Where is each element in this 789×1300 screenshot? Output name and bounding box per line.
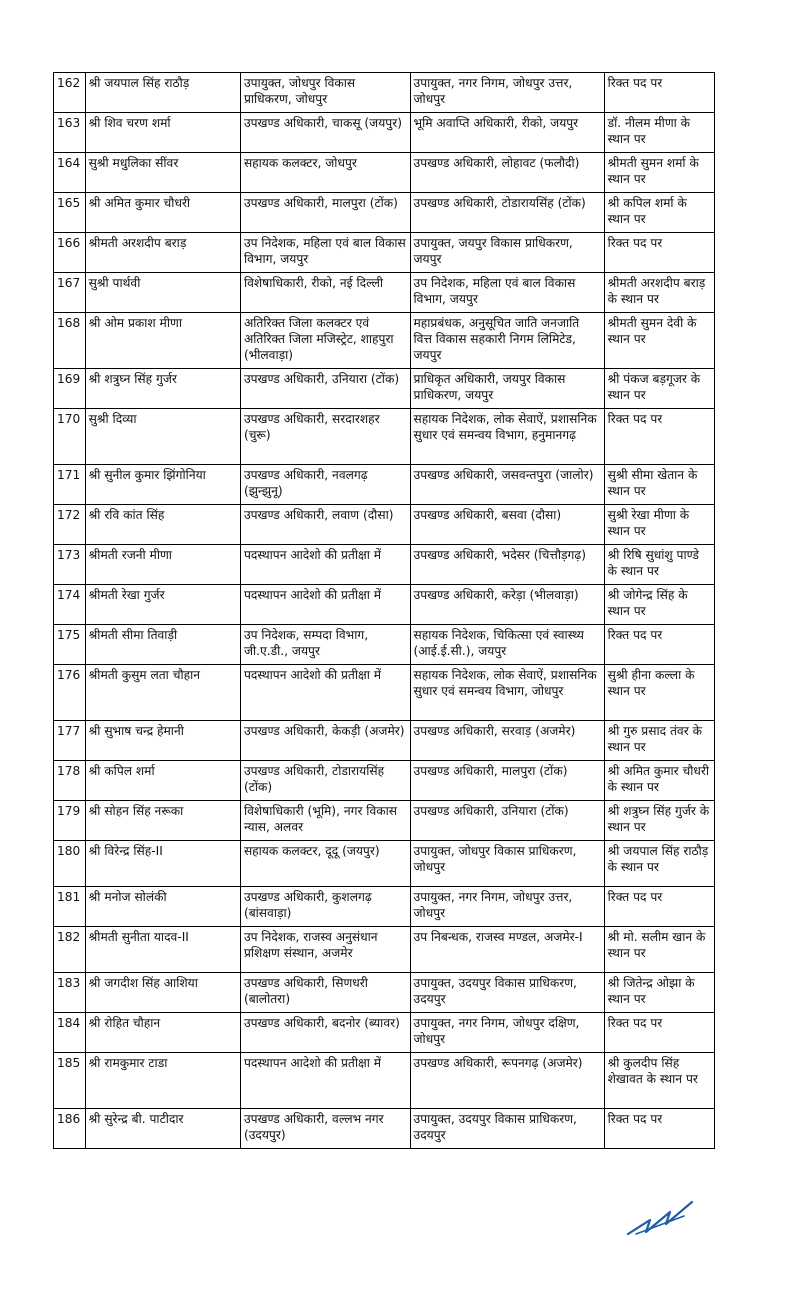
serial-number-cell: 163 bbox=[54, 113, 86, 153]
serial-number-cell: 176 bbox=[54, 665, 86, 721]
table-row bbox=[54, 313, 715, 369]
officer-name-cell: श्रीमती सुनीता यादव-II bbox=[85, 927, 240, 973]
table-row bbox=[54, 927, 715, 973]
officer-name-cell: श्री शिव चरण शर्मा bbox=[85, 113, 240, 153]
current-posting-cell: सहायक कलक्टर, दूदू (जयपुर) bbox=[240, 841, 410, 887]
signature-stroke-main bbox=[628, 1202, 692, 1234]
officer-name-cell: श्रीमती सीमा तिवाड़ी bbox=[85, 625, 240, 665]
remark-cell: श्रीमती सुमन शर्मा के स्थान पर bbox=[604, 153, 714, 193]
serial-number-cell: 170 bbox=[54, 409, 86, 465]
current-posting-cell: अतिरिक्त जिला कलक्टर एवं अतिरिक्त जिला मजिस्ट्रेट, शाहपुरा (भीलवाड़ा) bbox=[240, 313, 410, 369]
remark-cell: श्री जितेन्द्र ओझा के स्थान पर bbox=[604, 973, 714, 1013]
new-posting-cell: उपखण्ड अधिकारी, लोहावट (फलौदी) bbox=[410, 153, 604, 193]
current-posting-cell: उपखण्ड अधिकारी, टोडारायसिंह (टोंक) bbox=[240, 761, 410, 801]
current-posting-cell: उपखण्ड अधिकारी, मालपुरा (टोंक) bbox=[240, 193, 410, 233]
table-row bbox=[54, 113, 715, 153]
remark-cell: रिक्त पद पर bbox=[604, 409, 714, 465]
remark-cell: डॉ. नीलम मीणा के स्थान पर bbox=[604, 113, 714, 153]
officer-name-cell: श्री मनोज सोलंकी bbox=[85, 887, 240, 927]
remark-cell: श्री गुरु प्रसाद तंवर के स्थान पर bbox=[604, 721, 714, 761]
officer-name-cell: श्री शत्रुघ्न सिंह गुर्जर bbox=[85, 369, 240, 409]
officer-name-cell: श्रीमती कुसुम लता चौहान bbox=[85, 665, 240, 721]
officer-name-cell: सुश्री मधुलिका सींवर bbox=[85, 153, 240, 193]
officer-name-cell: सुश्री पार्थवी bbox=[85, 273, 240, 313]
serial-number-cell: 168 bbox=[54, 313, 86, 369]
current-posting-cell: उपखण्ड अधिकारी, लवाण (दौसा) bbox=[240, 505, 410, 545]
remark-cell: श्री मो. सलीम खान के स्थान पर bbox=[604, 927, 714, 973]
new-posting-cell: उपखण्ड अधिकारी, मालपुरा (टोंक) bbox=[410, 761, 604, 801]
serial-number-cell: 185 bbox=[54, 1053, 86, 1109]
new-posting-cell: उपखण्ड अधिकारी, जसवन्तपुरा (जालोर) bbox=[410, 465, 604, 505]
officer-name-cell: श्री जयपाल सिंह राठौड़ bbox=[85, 73, 240, 113]
new-posting-cell: उपखण्ड अधिकारी, भदेसर (चित्तौड़गढ़) bbox=[410, 545, 604, 585]
remark-cell: रिक्त पद पर bbox=[604, 73, 714, 113]
serial-number-cell: 183 bbox=[54, 973, 86, 1013]
remark-cell: श्री जयपाल सिंह राठौड़ के स्थान पर bbox=[604, 841, 714, 887]
officer-name-cell: श्री अमित कुमार चौधरी bbox=[85, 193, 240, 233]
table-row bbox=[54, 369, 715, 409]
remark-cell: श्री रिषि सुधांशु पाण्डे के स्थान पर bbox=[604, 545, 714, 585]
new-posting-cell: उप निबन्धक, राजस्व मण्डल, अजमेर-I bbox=[410, 927, 604, 973]
serial-number-cell: 166 bbox=[54, 233, 86, 273]
current-posting-cell: उपखण्ड अधिकारी, केकड़ी (अजमेर) bbox=[240, 721, 410, 761]
table-row bbox=[54, 73, 715, 113]
officer-name-cell: श्री सुभाष चन्द्र हेमानी bbox=[85, 721, 240, 761]
current-posting-cell: उपखण्ड अधिकारी, सरदारशहर (चुरू) bbox=[240, 409, 410, 465]
table-row bbox=[54, 153, 715, 193]
remark-cell: श्री जोगेन्द्र सिंह के स्थान पर bbox=[604, 585, 714, 625]
table-row bbox=[54, 973, 715, 1013]
officer-name-cell: श्री रवि कांत सिंह bbox=[85, 505, 240, 545]
new-posting-cell: भूमि अवाप्ति अधिकारी, रीको, जयपुर bbox=[410, 113, 604, 153]
current-posting-cell: उपायुक्त, जोधपुर विकास प्राधिकरण, जोधपुर bbox=[240, 73, 410, 113]
current-posting-cell: पदस्थापन आदेशो की प्रतीक्षा में bbox=[240, 585, 410, 625]
officer-name-cell: सुश्री दिव्या bbox=[85, 409, 240, 465]
new-posting-cell: उपखण्ड अधिकारी, रूपनगढ़ (अजमेर) bbox=[410, 1053, 604, 1109]
transfer-order-table bbox=[53, 72, 715, 1149]
new-posting-cell: सहायक निदेशक, लोक सेवाऐं, प्रशासनिक सुधार एवं समन्वय विभाग, हनुमानगढ़ bbox=[410, 409, 604, 465]
current-posting-cell: उपखण्ड अधिकारी, कुशलगढ़ (बांसवाड़ा) bbox=[240, 887, 410, 927]
serial-number-cell: 174 bbox=[54, 585, 86, 625]
remark-cell: श्रीमती सुमन देवी के स्थान पर bbox=[604, 313, 714, 369]
officer-name-cell: श्री ओम प्रकाश मीणा bbox=[85, 313, 240, 369]
officer-name-cell: श्री सुनील कुमार झिंगोनिया bbox=[85, 465, 240, 505]
new-posting-cell: उपायुक्त, उदयपुर विकास प्राधिकरण, उदयपुर bbox=[410, 973, 604, 1013]
table-row bbox=[54, 505, 715, 545]
remark-cell: श्रीमती अरशदीप बराड़ के स्थान पर bbox=[604, 273, 714, 313]
current-posting-cell: उपखण्ड अधिकारी, सिणधरी (बालोतरा) bbox=[240, 973, 410, 1013]
remark-cell: श्री शत्रुघ्न सिंह गुर्जर के स्थान पर bbox=[604, 801, 714, 841]
officer-name-cell: श्री सुरेन्द्र बी. पाटीदार bbox=[85, 1109, 240, 1149]
officer-name-cell: श्री विरेन्द्र सिंह-II bbox=[85, 841, 240, 887]
remark-cell: रिक्त पद पर bbox=[604, 233, 714, 273]
remark-cell: रिक्त पद पर bbox=[604, 1109, 714, 1149]
transfer-table-body bbox=[54, 73, 715, 1149]
new-posting-cell: सहायक निदेशक, चिकित्सा एवं स्वास्थ्य (आई.ई.सी.), जयपुर bbox=[410, 625, 604, 665]
current-posting-cell: सहायक कलक्टर, जोधपुर bbox=[240, 153, 410, 193]
table-row bbox=[54, 233, 715, 273]
serial-number-cell: 175 bbox=[54, 625, 86, 665]
current-posting-cell: पदस्थापन आदेशो की प्रतीक्षा में bbox=[240, 1053, 410, 1109]
new-posting-cell: उपायुक्त, नगर निगम, जोधपुर दक्षिण, जोधपुर bbox=[410, 1013, 604, 1053]
remark-cell: सुश्री हीना कल्ला के स्थान पर bbox=[604, 665, 714, 721]
table-row bbox=[54, 193, 715, 233]
current-posting-cell: विशेषाधिकारी, रीको, नई दिल्ली bbox=[240, 273, 410, 313]
serial-number-cell: 167 bbox=[54, 273, 86, 313]
serial-number-cell: 180 bbox=[54, 841, 86, 887]
current-posting-cell: विशेषाधिकारी (भूमि), नगर विकास न्यास, अलवर bbox=[240, 801, 410, 841]
table-row bbox=[54, 625, 715, 665]
new-posting-cell: उपखण्ड अधिकारी, टोडारायसिंह (टोंक) bbox=[410, 193, 604, 233]
table-row bbox=[54, 1053, 715, 1109]
table-row bbox=[54, 465, 715, 505]
new-posting-cell: प्राधिकृत अधिकारी, जयपुर विकास प्राधिकरण, जयपुर bbox=[410, 369, 604, 409]
remark-cell: रिक्त पद पर bbox=[604, 1013, 714, 1053]
current-posting-cell: उपखण्ड अधिकारी, वल्लभ नगर (उदयपुर) bbox=[240, 1109, 410, 1149]
current-posting-cell: पदस्थापन आदेशो की प्रतीक्षा में bbox=[240, 545, 410, 585]
officer-name-cell: श्रीमती रेखा गुर्जर bbox=[85, 585, 240, 625]
new-posting-cell: उपायुक्त, जयपुर विकास प्राधिकरण, जयपुर bbox=[410, 233, 604, 273]
new-posting-cell: उपखण्ड अधिकारी, सरवाड़ (अजमेर) bbox=[410, 721, 604, 761]
current-posting-cell: उप निदेशक, महिला एवं बाल विकास विभाग, जयपुर bbox=[240, 233, 410, 273]
table-row bbox=[54, 887, 715, 927]
new-posting-cell: उपखण्ड अधिकारी, करेड़ा (भीलवाड़ा) bbox=[410, 585, 604, 625]
current-posting-cell: पदस्थापन आदेशो की प्रतीक्षा में bbox=[240, 665, 410, 721]
serial-number-cell: 177 bbox=[54, 721, 86, 761]
officer-name-cell: श्री रोहित चौहान bbox=[85, 1013, 240, 1053]
officer-name-cell: श्री कपिल शर्मा bbox=[85, 761, 240, 801]
table-row bbox=[54, 761, 715, 801]
new-posting-cell: उपखण्ड अधिकारी, उनियारा (टोंक) bbox=[410, 801, 604, 841]
table-row bbox=[54, 721, 715, 761]
current-posting-cell: उप निदेशक, राजस्व अनुसंधान प्रशिक्षण संस्थान, अजमेर bbox=[240, 927, 410, 973]
remark-cell: श्री अमित कुमार चौधरी के स्थान पर bbox=[604, 761, 714, 801]
officer-name-cell: श्रीमती अरशदीप बराड़ bbox=[85, 233, 240, 273]
table-row bbox=[54, 545, 715, 585]
table-row bbox=[54, 1109, 715, 1149]
serial-number-cell: 184 bbox=[54, 1013, 86, 1053]
current-posting-cell: उपखण्ड अधिकारी, नवलगढ़ (झुन्झुनू) bbox=[240, 465, 410, 505]
current-posting-cell: उपखण्ड अधिकारी, चाकसू (जयपुर) bbox=[240, 113, 410, 153]
table-row bbox=[54, 585, 715, 625]
new-posting-cell: उप निदेशक, महिला एवं बाल विकास विभाग, जयपुर bbox=[410, 273, 604, 313]
table-row bbox=[54, 1013, 715, 1053]
new-posting-cell: उपायुक्त, नगर निगम, जोधपुर उत्तर, जोधपुर bbox=[410, 887, 604, 927]
remark-cell: रिक्त पद पर bbox=[604, 625, 714, 665]
serial-number-cell: 172 bbox=[54, 505, 86, 545]
remark-cell: सुश्री रेखा मीणा के स्थान पर bbox=[604, 505, 714, 545]
remark-cell: श्री पंकज बड़गूजर के स्थान पर bbox=[604, 369, 714, 409]
remark-cell: श्री कपिल शर्मा के स्थान पर bbox=[604, 193, 714, 233]
current-posting-cell: उपखण्ड अधिकारी, बदनोर (ब्यावर) bbox=[240, 1013, 410, 1053]
serial-number-cell: 171 bbox=[54, 465, 86, 505]
new-posting-cell: उपायुक्त, उदयपुर विकास प्राधिकरण, उदयपुर bbox=[410, 1109, 604, 1149]
officer-name-cell: श्री सोहन सिंह नरूका bbox=[85, 801, 240, 841]
serial-number-cell: 179 bbox=[54, 801, 86, 841]
table-row bbox=[54, 409, 715, 465]
new-posting-cell: सहायक निदेशक, लोक सेवाऐं, प्रशासनिक सुधार एवं समन्वय विभाग, जोधपुर bbox=[410, 665, 604, 721]
new-posting-cell: उपायुक्त, नगर निगम, जोधपुर उत्तर, जोधपुर bbox=[410, 73, 604, 113]
table-row bbox=[54, 801, 715, 841]
officer-name-cell: श्री रामकुमार टाडा bbox=[85, 1053, 240, 1109]
serial-number-cell: 169 bbox=[54, 369, 86, 409]
table-row bbox=[54, 665, 715, 721]
serial-number-cell: 173 bbox=[54, 545, 86, 585]
serial-number-cell: 165 bbox=[54, 193, 86, 233]
officer-name-cell: श्री जगदीश सिंह आशिया bbox=[85, 973, 240, 1013]
remark-cell: सुश्री सीमा खेतान के स्थान पर bbox=[604, 465, 714, 505]
new-posting-cell: उपखण्ड अधिकारी, बसवा (दौसा) bbox=[410, 505, 604, 545]
current-posting-cell: उपखण्ड अधिकारी, उनियारा (टोंक) bbox=[240, 369, 410, 409]
serial-number-cell: 181 bbox=[54, 887, 86, 927]
serial-number-cell: 178 bbox=[54, 761, 86, 801]
serial-number-cell: 162 bbox=[54, 73, 86, 113]
remark-cell: रिक्त पद पर bbox=[604, 887, 714, 927]
table-row bbox=[54, 841, 715, 887]
serial-number-cell: 182 bbox=[54, 927, 86, 973]
remark-cell: श्री कुलदीप सिंह शेखावत के स्थान पर bbox=[604, 1053, 714, 1109]
signature-mark bbox=[626, 1194, 694, 1238]
new-posting-cell: उपायुक्त, जोधपुर विकास प्राधिकरण, जोधपुर bbox=[410, 841, 604, 887]
serial-number-cell: 164 bbox=[54, 153, 86, 193]
serial-number-cell: 186 bbox=[54, 1109, 86, 1149]
current-posting-cell: उप निदेशक, सम्पदा विभाग, जी.ए.डी., जयपुर bbox=[240, 625, 410, 665]
table-row bbox=[54, 273, 715, 313]
officer-name-cell: श्रीमती रजनी मीणा bbox=[85, 545, 240, 585]
new-posting-cell: महाप्रबंधक, अनुसूचित जाति जनजाति वित्त विकास सहकारी निगम लिमिटेड, जयपुर bbox=[410, 313, 604, 369]
